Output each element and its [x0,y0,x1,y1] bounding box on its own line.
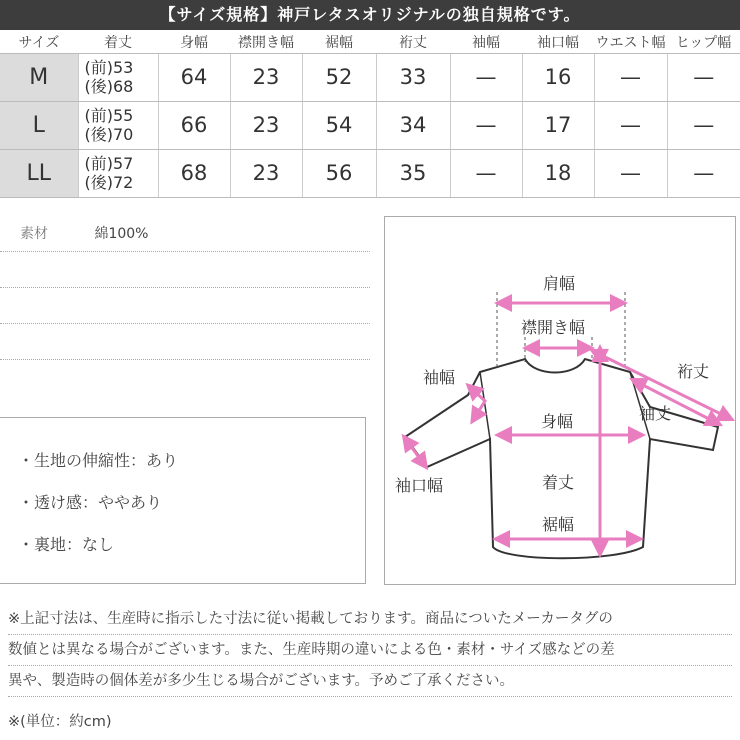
cuff-label: 袖口幅 [395,476,444,495]
material-row [0,216,370,252]
table-cell: 23 [230,53,302,101]
body-width-label: 身幅 [541,412,574,431]
note-line: 数値とは異なる場合がございます。また、生産時期の違いによる色・素材・サイズ感などの差 [8,635,732,666]
table-cell: 34 [376,101,450,149]
blank-row [0,324,370,360]
table-cell: 23 [230,149,302,197]
table-cell: 17 [522,101,594,149]
column-header: 身幅 [158,31,230,53]
material-section [0,216,370,360]
table-cell: — [450,101,522,149]
sleeve-length-label: 袖丈 [639,404,672,423]
table-cell: 68 [158,149,230,197]
sheerness-property: ・透け感：ややあり [18,493,163,512]
table-cell: 23 [230,101,302,149]
page-header: 【サイズ規格】神戸レタスオリジナルの独自規格です。 [0,0,740,30]
length-cell [78,149,158,197]
table-cell: 16 [522,53,594,101]
table-cell: 56 [302,149,376,197]
column-header: サイズ [0,31,78,53]
table-cell: — [594,101,667,149]
table-cell: 35 [376,149,450,197]
material-label: 素材 [20,226,48,242]
size-table [0,31,740,198]
yuki-label: 裄丈 [677,362,710,381]
length-cell [78,101,158,149]
column-header: 袖幅 [450,31,522,53]
column-header: 襟開き幅 [230,31,302,53]
note-line: ※上記寸法は、生産時に指示した寸法に従い掲載しております。商品についたメーカータグの [8,604,732,635]
table-cell: — [667,149,740,197]
column-header: 袖口幅 [522,31,594,53]
table-cell: — [594,53,667,101]
table-cell: 66 [158,101,230,149]
length-cell [78,53,158,101]
column-header: 裾幅 [302,31,376,53]
garment-illustration [385,217,737,586]
blank-row [0,288,370,324]
size-cell: L [0,101,78,149]
table-cell: 54 [302,101,376,149]
size-cell: M [0,53,78,101]
blank-row [0,252,370,288]
table-header-row [0,31,740,53]
table-cell: — [450,53,522,101]
table-cell: 33 [376,53,450,101]
table-cell: — [667,101,740,149]
column-header: 着丈 [78,31,158,53]
column-header: ウエスト幅 [594,31,667,53]
table-cell: 18 [522,149,594,197]
table-row [0,53,740,101]
note-line: 異や、製造時の個体差が多少生じる場合がございます。予めご了承ください。 [8,666,732,697]
table-cell: 64 [158,53,230,101]
stretch-property: ・生地の伸縮性：あり [18,451,179,470]
column-header: ヒップ幅 [667,31,740,53]
shoulder-label: 肩幅 [543,274,576,293]
column-header: 裄丈 [376,31,450,53]
fabric-properties-box [0,417,366,584]
lining-property: ・裏地：なし [18,535,115,554]
measurement-diagram [384,216,736,585]
front-length: (前)53 [84,58,134,77]
length-label: 着丈 [542,473,575,492]
hem-label: 裾幅 [542,515,575,534]
front-length: (前)57 [84,154,134,173]
table-row [0,149,740,197]
disclaimer-note [8,604,732,697]
table-cell: — [450,149,522,197]
table-cell: — [667,53,740,101]
collar-label: 襟開き幅 [521,318,586,337]
table-cell: 52 [302,53,376,101]
back-length: (後)72 [84,173,134,192]
back-length: (後)70 [84,125,134,144]
table-cell: — [594,149,667,197]
front-length: (前)55 [84,106,134,125]
unit-note: ※(単位：約cm) [8,714,112,730]
size-cell: LL [0,149,78,197]
sleeve-width-label: 袖幅 [423,368,456,387]
material-value: 綿100% [94,226,149,242]
back-length: (後)68 [84,77,134,96]
table-row [0,101,740,149]
